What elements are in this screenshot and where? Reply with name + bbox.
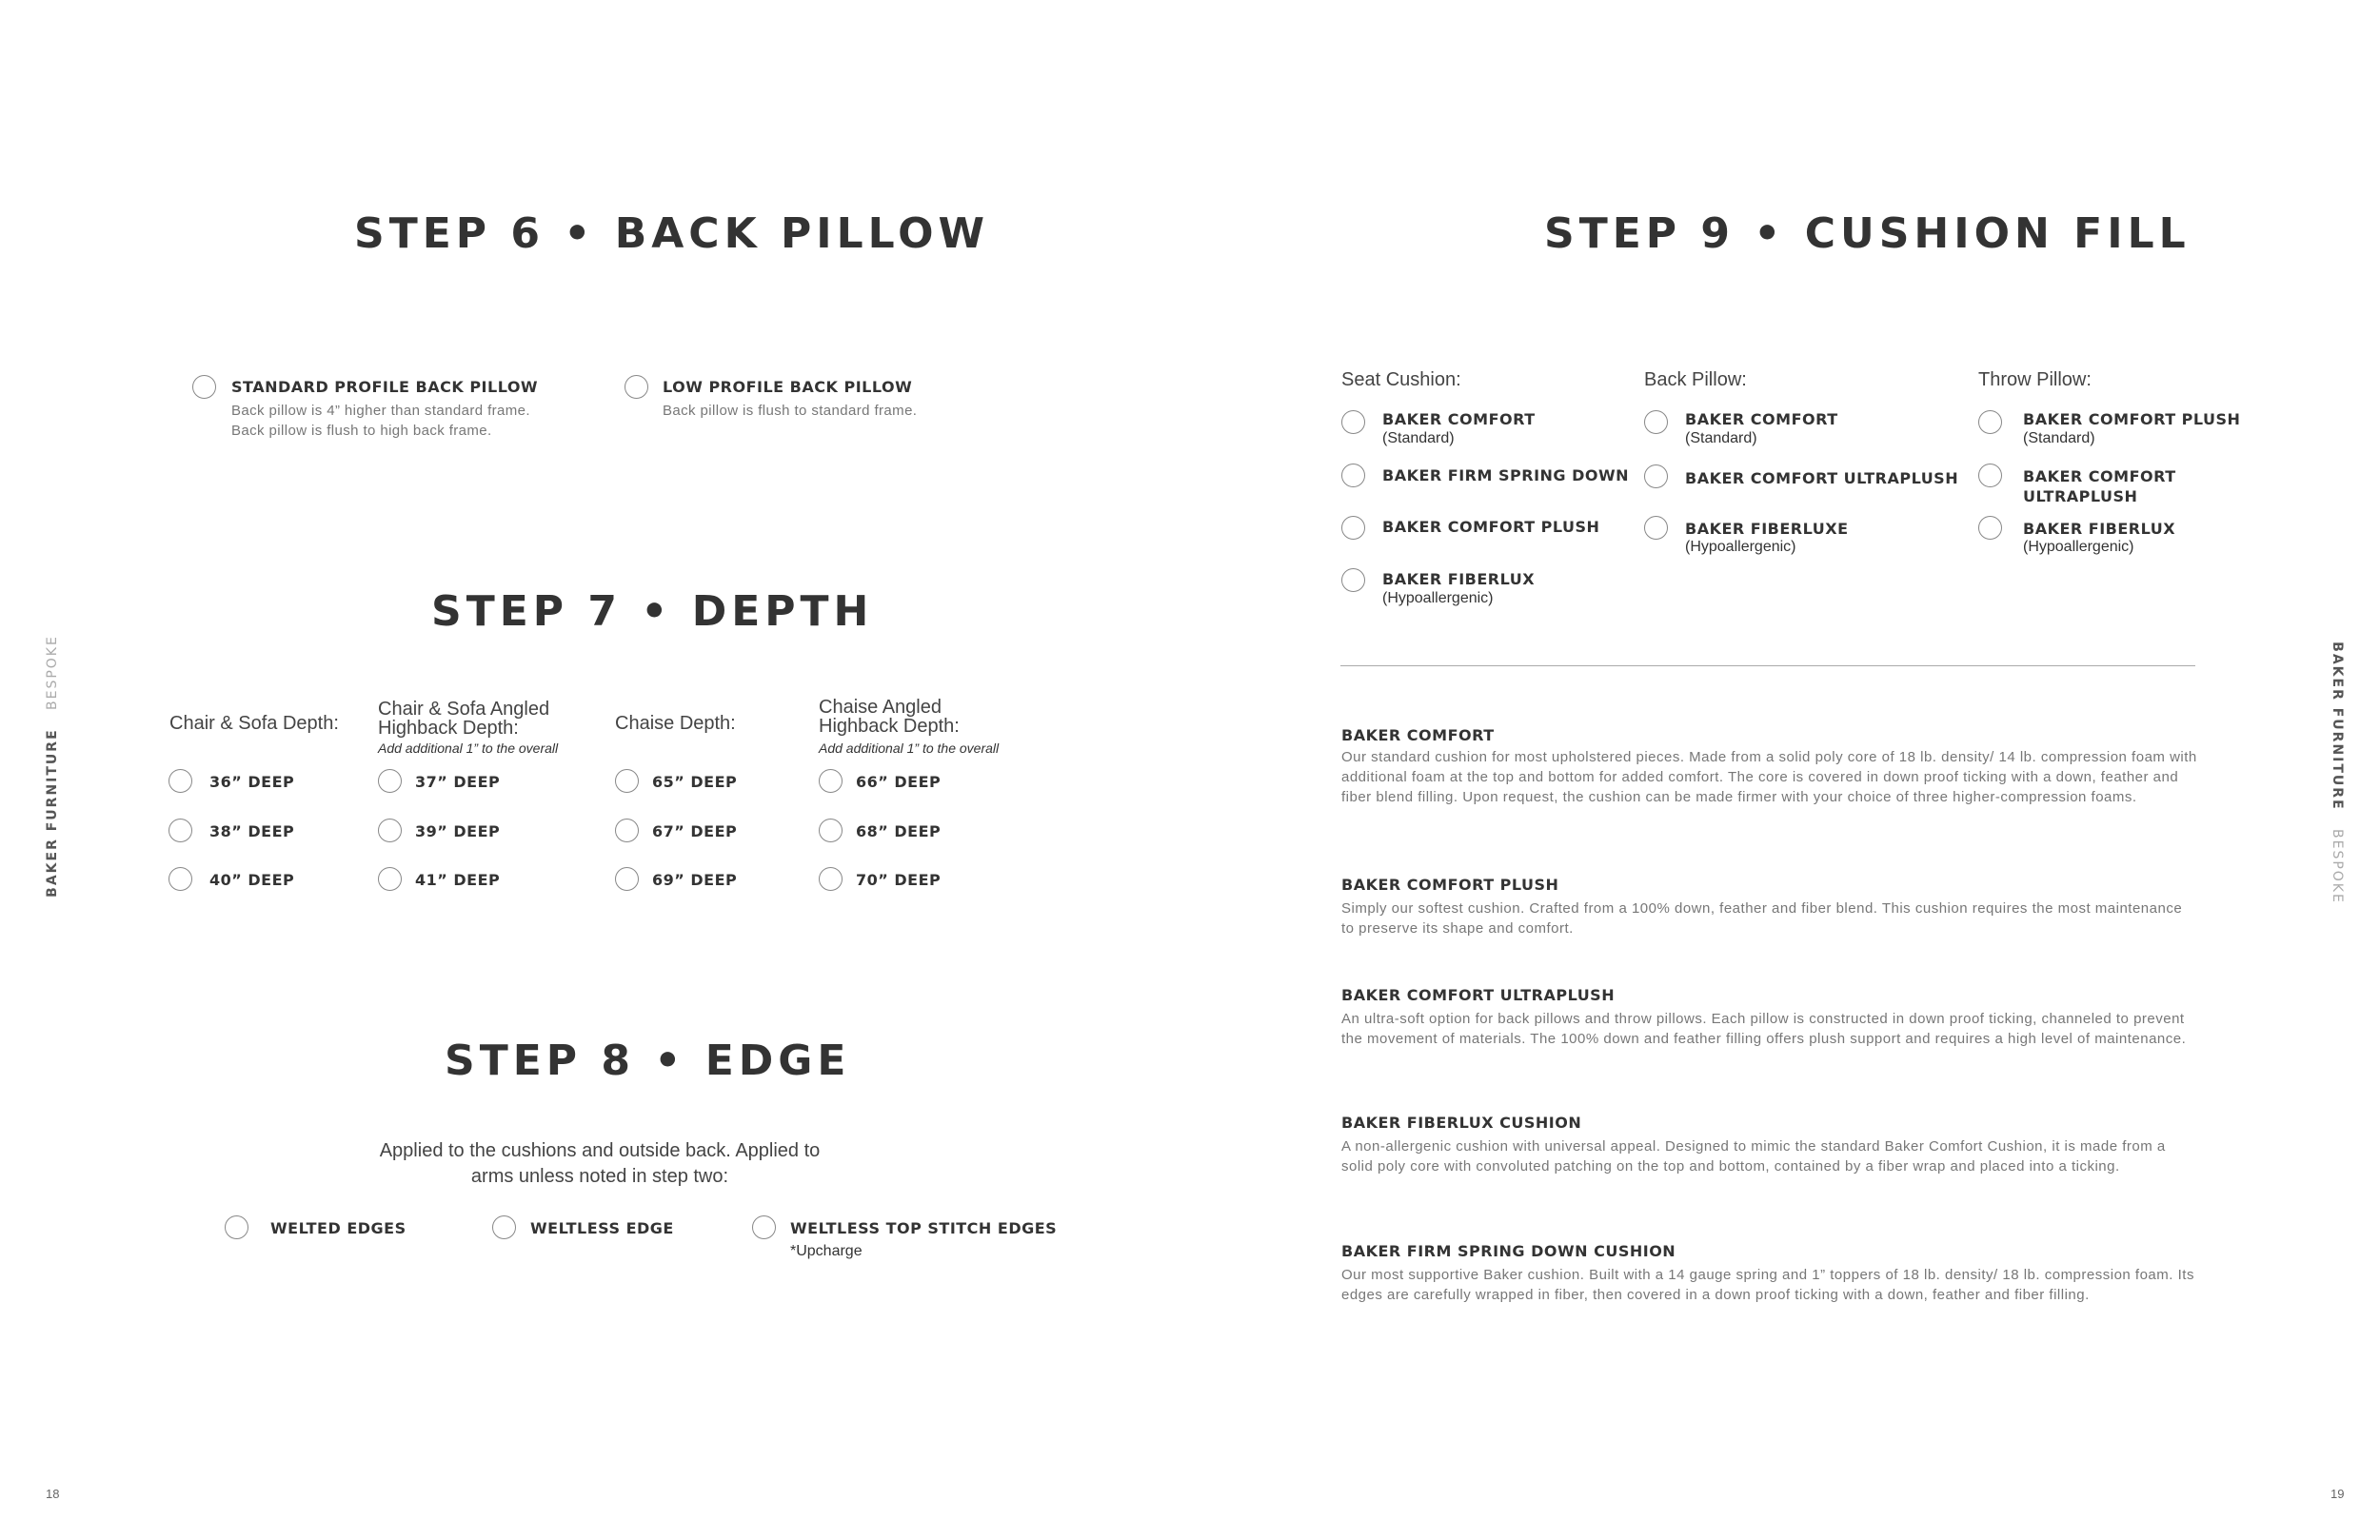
option-label: STANDARD PROFILE BACK PILLOW (231, 378, 539, 396)
option-description: Back pillow is flush to high back frame. (231, 423, 492, 439)
description-body: Simply our softest cushion. Crafted from a 100% down, feather and fiber blend. This cushion requires the most maintenance to preserve its shape and comfort. (1341, 900, 2183, 937)
seat-baker-firm-spring-down-radio[interactable] (1341, 464, 1365, 487)
description-title: BAKER COMFORT PLUSH (1341, 876, 1559, 894)
option-label: 36” DEEP (209, 773, 295, 791)
option-label: 41” DEEP (415, 871, 501, 889)
step8-intro (295, 1138, 904, 1190)
throw-baker-fiberlux-radio[interactable] (1978, 516, 2002, 540)
side-label-left (45, 635, 60, 898)
option-label: 39” DEEP (415, 822, 501, 840)
depth-radio-70[interactable] (819, 867, 843, 891)
option-label: BAKER COMFORT PLUSH (2023, 410, 2241, 428)
option-label: 65” DEEP (652, 773, 738, 791)
depth-radio-69[interactable] (615, 867, 639, 891)
option-label: BAKER COMFORT (1382, 410, 1536, 428)
column-heading: Chair & Sofa Depth: (169, 713, 339, 734)
option-label: BAKER COMFORT (2023, 467, 2176, 485)
throw-baker-comfort-plush-radio[interactable] (1978, 410, 2002, 434)
seat-baker-comfort-radio[interactable] (1341, 410, 1365, 434)
option-description: Back pillow is 4” higher than standard frame. (231, 403, 530, 419)
option-sub: (Hypoallergenic) (1382, 590, 1494, 606)
option-sub: (Standard) (1382, 430, 1455, 446)
side-label-right (2330, 642, 2345, 904)
intro-line: arms unless noted in step two: (470, 1166, 729, 1187)
option-label: WELTLESS TOP STITCH EDGES (790, 1219, 1058, 1237)
option-label: BAKER FIBERLUX (2023, 520, 2176, 538)
option-description: Back pillow is flush to standard frame. (663, 403, 918, 419)
column-heading: Chair & Sofa Angled (378, 699, 550, 720)
depth-radio-37[interactable] (378, 769, 402, 793)
option-label: 66” DEEP (856, 773, 942, 791)
seat-baker-fiberlux-radio[interactable] (1341, 568, 1365, 592)
back-baker-fiberluxe-radio[interactable] (1644, 516, 1668, 540)
upcharge-note: *Upcharge (790, 1243, 863, 1259)
description-body: An ultra-soft option for back pillows and throw pillows. Each pillow is constructed in down proof ticking, channeled to prevent the movement of materials. The 100% down and feather filling offers plush support and requires a high level of maintenance. (1341, 1011, 2187, 1047)
option-label: 68” DEEP (856, 822, 942, 840)
column-note: Add additional 1” to the overall (378, 740, 559, 756)
standard-profile-back-pillow-radio[interactable] (192, 375, 216, 399)
depth-radio-41[interactable] (378, 867, 402, 891)
option-sub: (Hypoallergenic) (2023, 539, 2134, 555)
column-heading: Seat Cushion: (1341, 369, 1461, 390)
description-title: BAKER COMFORT (1341, 726, 1495, 744)
step8-title: STEP 8 • EDGE (445, 1037, 851, 1085)
description-body: A non-allergenic cushion with universal appeal. Designed to mimic the standard Baker Comfort Cushion, it is made from a solid poly core with convoluted patching on the top and bottom, contained by a fiber wrap and placed into a ticking. (1341, 1138, 2166, 1175)
option-label: BAKER FIRM SPRING DOWN (1382, 466, 1630, 484)
back-baker-comfort-ultraplush-radio[interactable] (1644, 464, 1668, 488)
option-sub: (Standard) (2023, 430, 2095, 446)
description-title: BAKER COMFORT ULTRAPLUSH (1341, 986, 1616, 1004)
column-heading: Chaise Depth: (615, 713, 736, 734)
section-divider (1340, 665, 2195, 666)
option-label: WELTLESS EDGE (530, 1219, 674, 1237)
collection-name: BESPOKE (2330, 829, 2345, 904)
brand-name: BAKER FURNITURE (45, 728, 60, 898)
throw-baker-comfort-ultraplush-radio[interactable] (1978, 464, 2002, 487)
depth-radio-65[interactable] (615, 769, 639, 793)
column-heading: Highback Depth: (378, 718, 519, 739)
depth-radio-68[interactable] (819, 819, 843, 842)
depth-radio-38[interactable] (169, 819, 192, 842)
option-label-line2: ULTRAPLUSH (2023, 487, 2138, 505)
option-label: WELTED EDGES (270, 1219, 407, 1237)
option-sub: (Standard) (1685, 430, 1757, 446)
step7-title: STEP 7 • DEPTH (431, 587, 874, 636)
intro-line: Applied to the cushions and outside back. Applied to (379, 1140, 821, 1161)
column-heading: Chaise Angled (819, 697, 942, 718)
depth-radio-40[interactable] (169, 867, 192, 891)
page-number-right: 19 (2330, 1487, 2345, 1501)
depth-radio-36[interactable] (169, 769, 192, 793)
option-sub: (Hypoallergenic) (1685, 539, 1796, 555)
weltless-edge-radio[interactable] (492, 1215, 516, 1239)
collection-name: BESPOKE (45, 635, 60, 710)
description-body: Our most supportive Baker cushion. Built with a 14 gauge spring and 1” toppers of 18 lb. density/ 18 lb. compression foam. Its edges are carefully wrapped in fiber, then covered in a down proof ticking with a down, feather and fiber filling. (1341, 1267, 2194, 1303)
step6-title: STEP 6 • BACK PILLOW (354, 209, 990, 258)
option-label: BAKER COMFORT ULTRAPLUSH (1685, 469, 1959, 487)
option-label: BAKER FIBERLUX (1382, 570, 1536, 588)
option-label: 40” DEEP (209, 871, 295, 889)
back-baker-comfort-radio[interactable] (1644, 410, 1668, 434)
welted-edges-radio[interactable] (225, 1215, 248, 1239)
description-body: Our standard cushion for most upholstered pieces. Made from a solid poly core of 18 lb. density/ 14 lb. compression foam with additional foam at the top and bottom for added comfort. The core is covered in down proof ticking with a down, feather and fiber blend filling. Upon request, the cushion can be made firmer with your choice of three higher-compression foams. (1341, 749, 2197, 805)
option-label: 70” DEEP (856, 871, 942, 889)
column-heading: Highback Depth: (819, 716, 960, 737)
depth-radio-39[interactable] (378, 819, 402, 842)
column-heading: Back Pillow: (1644, 369, 1747, 390)
column-heading: Throw Pillow: (1978, 369, 2092, 390)
weltless-top-stitch-edges-radio[interactable] (752, 1215, 776, 1239)
option-label: 67” DEEP (652, 822, 738, 840)
step9-title: STEP 9 • CUSHION FILL (1544, 209, 2191, 258)
option-label: LOW PROFILE BACK PILLOW (663, 378, 913, 396)
option-label: 69” DEEP (652, 871, 738, 889)
option-label: BAKER FIBERLUXE (1685, 520, 1849, 538)
seat-baker-comfort-plush-radio[interactable] (1341, 516, 1365, 540)
depth-radio-67[interactable] (615, 819, 639, 842)
column-note: Add additional 1” to the overall (819, 740, 1000, 756)
depth-radio-66[interactable] (819, 769, 843, 793)
option-label: 38” DEEP (209, 822, 295, 840)
option-label: BAKER COMFORT PLUSH (1382, 518, 1600, 536)
description-title: BAKER FIBERLUX CUSHION (1341, 1114, 1582, 1132)
page-number-left: 18 (46, 1487, 60, 1501)
description-title: BAKER FIRM SPRING DOWN CUSHION (1341, 1242, 1676, 1260)
brand-name: BAKER FURNITURE (2330, 642, 2345, 811)
option-label: BAKER COMFORT (1685, 410, 1838, 428)
option-label: 37” DEEP (415, 773, 501, 791)
low-profile-back-pillow-radio[interactable] (625, 375, 648, 399)
